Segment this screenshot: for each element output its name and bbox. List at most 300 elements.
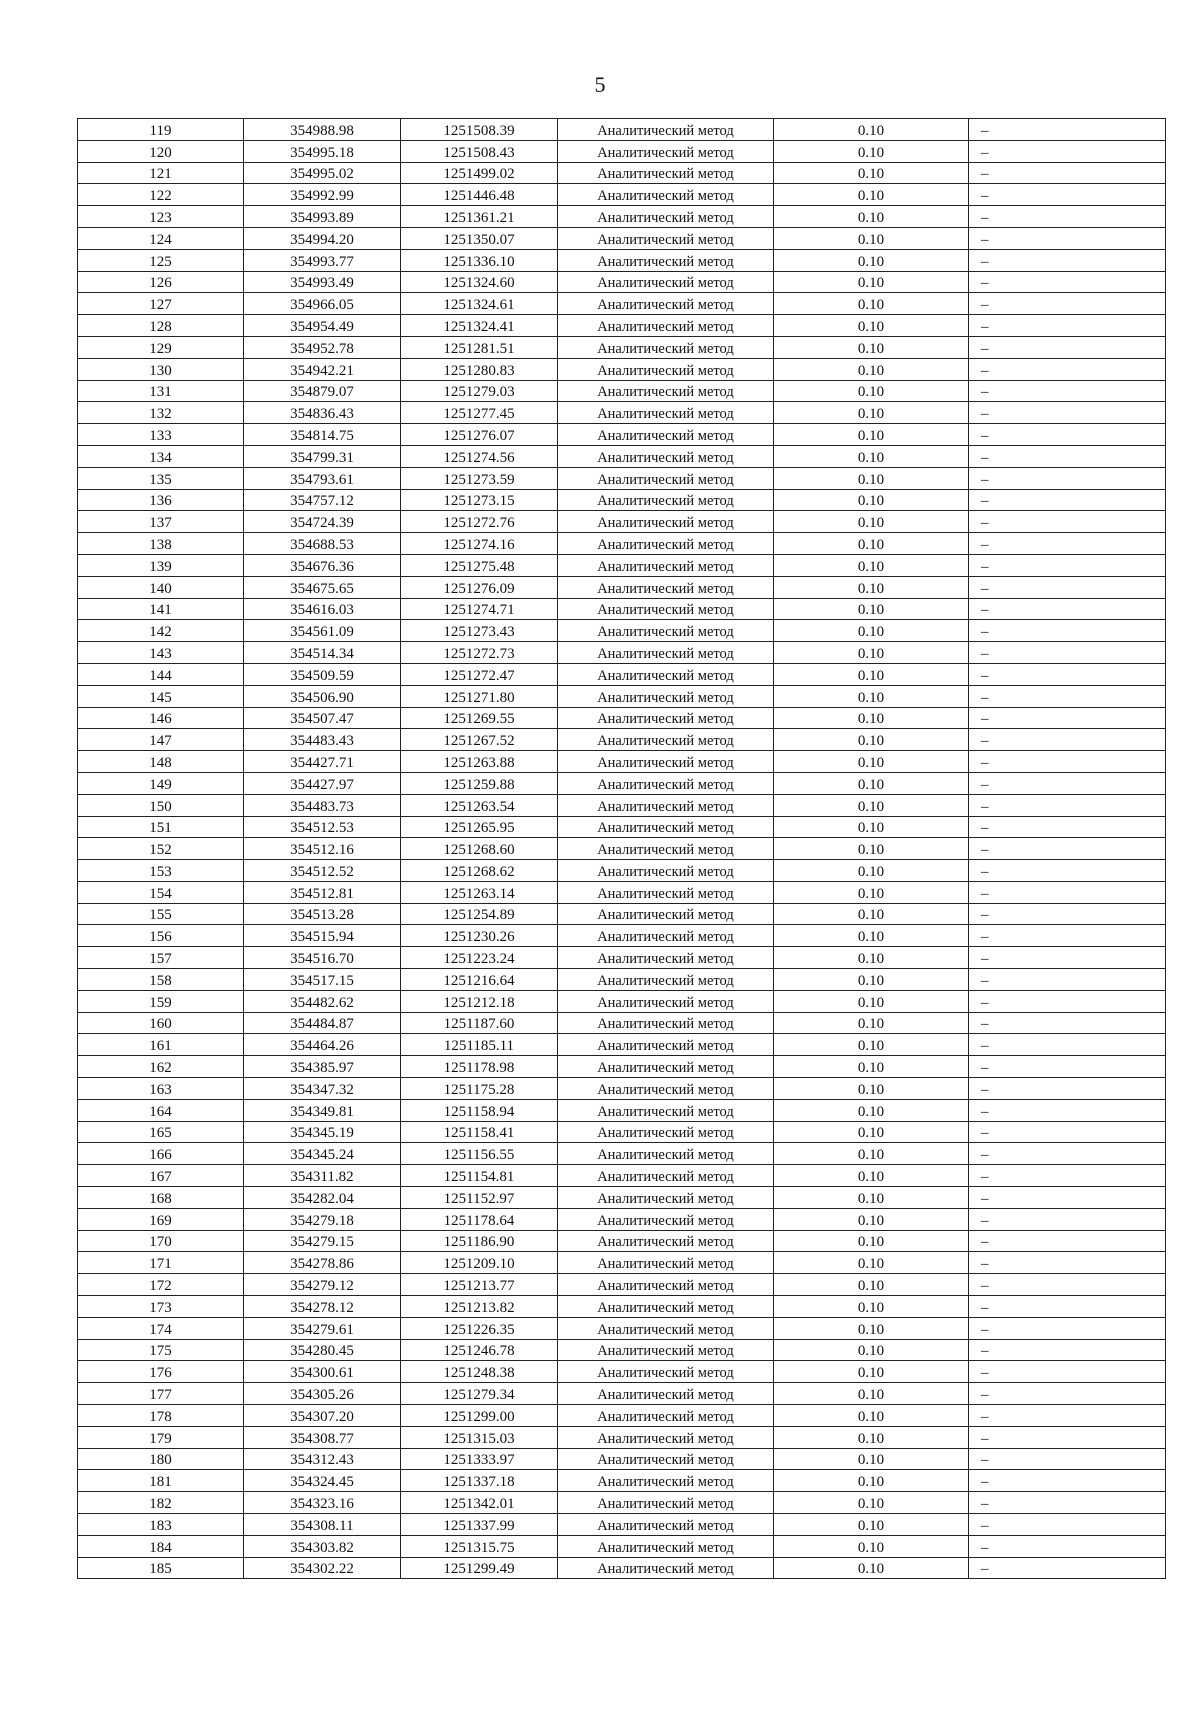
x-coordinate-cell: 354307.20 [244,1405,401,1427]
x-coordinate-cell: 354282.04 [244,1187,401,1209]
point-number-cell: 181 [78,1470,244,1492]
note-cell: – [969,1252,1166,1274]
precision-cell: 0.10 [774,1426,969,1448]
precision-cell: 0.10 [774,1252,969,1274]
x-coordinate-cell: 354836.43 [244,402,401,424]
point-number-cell: 138 [78,533,244,555]
method-cell: Аналитический метод [558,990,774,1012]
table-row [78,358,1166,380]
x-coordinate-cell: 354464.26 [244,1034,401,1056]
note-cell: – [969,1317,1166,1339]
point-number-cell: 144 [78,663,244,685]
point-number-cell: 177 [78,1383,244,1405]
y-coordinate-cell: 1251281.51 [401,336,558,358]
precision-cell: 0.10 [774,271,969,293]
note-cell: – [969,663,1166,685]
method-cell: Аналитический метод [558,1492,774,1514]
table-row [78,1514,1166,1536]
y-coordinate-cell: 1251212.18 [401,990,558,1012]
precision-cell: 0.10 [774,489,969,511]
precision-cell: 0.10 [774,707,969,729]
note-cell: – [969,1208,1166,1230]
table-row [78,119,1166,141]
y-coordinate-cell: 1251185.11 [401,1034,558,1056]
method-cell: Аналитический метод [558,1208,774,1230]
precision-cell: 0.10 [774,358,969,380]
x-coordinate-cell: 354675.65 [244,576,401,598]
x-coordinate-cell: 354757.12 [244,489,401,511]
point-number-cell: 176 [78,1361,244,1383]
note-cell: – [969,249,1166,271]
method-cell: Аналитический метод [558,925,774,947]
x-coordinate-cell: 354303.82 [244,1535,401,1557]
y-coordinate-cell: 1251230.26 [401,925,558,947]
y-coordinate-cell: 1251508.39 [401,119,558,141]
method-cell: Аналитический метод [558,1187,774,1209]
precision-cell: 0.10 [774,598,969,620]
y-coordinate-cell: 1251272.73 [401,642,558,664]
method-cell: Аналитический метод [558,838,774,860]
y-coordinate-cell: 1251342.01 [401,1492,558,1514]
precision-cell: 0.10 [774,227,969,249]
point-number-cell: 170 [78,1230,244,1252]
precision-cell: 0.10 [774,663,969,685]
x-coordinate-cell: 354305.26 [244,1383,401,1405]
method-cell: Аналитический метод [558,445,774,467]
table-row [78,1208,1166,1230]
table-row [78,772,1166,794]
y-coordinate-cell: 1251508.43 [401,140,558,162]
table-row [78,969,1166,991]
table-row [78,685,1166,707]
note-cell: – [969,794,1166,816]
y-coordinate-cell: 1251265.95 [401,816,558,838]
y-coordinate-cell: 1251337.18 [401,1470,558,1492]
method-cell: Аналитический метод [558,162,774,184]
method-cell: Аналитический метод [558,1361,774,1383]
method-cell: Аналитический метод [558,1557,774,1579]
note-cell: – [969,358,1166,380]
precision-cell: 0.10 [774,1514,969,1536]
y-coordinate-cell: 1251324.41 [401,315,558,337]
point-number-cell: 165 [78,1121,244,1143]
y-coordinate-cell: 1251186.90 [401,1230,558,1252]
point-number-cell: 155 [78,903,244,925]
note-cell: – [969,140,1166,162]
point-number-cell: 131 [78,380,244,402]
x-coordinate-cell: 354311.82 [244,1165,401,1187]
note-cell: – [969,445,1166,467]
note-cell: – [969,1187,1166,1209]
method-cell: Аналитический метод [558,598,774,620]
x-coordinate-cell: 354688.53 [244,533,401,555]
method-cell: Аналитический метод [558,511,774,533]
x-coordinate-cell: 354300.61 [244,1361,401,1383]
table-row [78,380,1166,402]
table-row [78,1296,1166,1318]
method-cell: Аналитический метод [558,184,774,206]
precision-cell: 0.10 [774,1208,969,1230]
note-cell: – [969,533,1166,555]
precision-cell: 0.10 [774,576,969,598]
point-number-cell: 161 [78,1034,244,1056]
point-number-cell: 146 [78,707,244,729]
note-cell: – [969,620,1166,642]
table-row [78,1405,1166,1427]
method-cell: Аналитический метод [558,293,774,315]
method-cell: Аналитический метод [558,1317,774,1339]
point-number-cell: 182 [78,1492,244,1514]
y-coordinate-cell: 1251178.98 [401,1056,558,1078]
method-cell: Аналитический метод [558,729,774,751]
y-coordinate-cell: 1251361.21 [401,206,558,228]
x-coordinate-cell: 354484.87 [244,1012,401,1034]
note-cell: – [969,489,1166,511]
precision-cell: 0.10 [774,249,969,271]
precision-cell: 0.10 [774,751,969,773]
note-cell: – [969,1143,1166,1165]
note-cell: – [969,380,1166,402]
method-cell: Аналитический метод [558,751,774,773]
precision-cell: 0.10 [774,794,969,816]
note-cell: – [969,947,1166,969]
method-cell: Аналитический метод [558,467,774,489]
table-row [78,663,1166,685]
x-coordinate-cell: 354942.21 [244,358,401,380]
precision-cell: 0.10 [774,1383,969,1405]
precision-cell: 0.10 [774,990,969,1012]
y-coordinate-cell: 1251277.45 [401,402,558,424]
point-number-cell: 174 [78,1317,244,1339]
precision-cell: 0.10 [774,533,969,555]
point-number-cell: 162 [78,1056,244,1078]
note-cell: – [969,1099,1166,1121]
x-coordinate-cell: 354995.02 [244,162,401,184]
point-number-cell: 166 [78,1143,244,1165]
method-cell: Аналитический метод [558,1034,774,1056]
precision-cell: 0.10 [774,1470,969,1492]
x-coordinate-cell: 354278.12 [244,1296,401,1318]
point-number-cell: 133 [78,424,244,446]
point-number-cell: 145 [78,685,244,707]
note-cell: – [969,1557,1166,1579]
y-coordinate-cell: 1251223.24 [401,947,558,969]
table-row [78,990,1166,1012]
x-coordinate-cell: 354279.61 [244,1317,401,1339]
point-number-cell: 122 [78,184,244,206]
note-cell: – [969,293,1166,315]
note-cell: – [969,336,1166,358]
note-cell: – [969,1426,1166,1448]
x-coordinate-cell: 354994.20 [244,227,401,249]
precision-cell: 0.10 [774,1448,969,1470]
point-number-cell: 175 [78,1339,244,1361]
note-cell: – [969,162,1166,184]
note-cell: – [969,598,1166,620]
precision-cell: 0.10 [774,1056,969,1078]
precision-cell: 0.10 [774,860,969,882]
method-cell: Аналитический метод [558,969,774,991]
point-number-cell: 160 [78,1012,244,1034]
x-coordinate-cell: 354993.77 [244,249,401,271]
precision-cell: 0.10 [774,336,969,358]
method-cell: Аналитический метод [558,1339,774,1361]
precision-cell: 0.10 [774,772,969,794]
point-number-cell: 147 [78,729,244,751]
point-number-cell: 128 [78,315,244,337]
point-number-cell: 119 [78,119,244,141]
precision-cell: 0.10 [774,184,969,206]
y-coordinate-cell: 1251273.43 [401,620,558,642]
table-row [78,925,1166,947]
x-coordinate-cell: 354993.89 [244,206,401,228]
y-coordinate-cell: 1251152.97 [401,1187,558,1209]
note-cell: – [969,707,1166,729]
precision-cell: 0.10 [774,903,969,925]
note-cell: – [969,1165,1166,1187]
point-number-cell: 150 [78,794,244,816]
x-coordinate-cell: 354517.15 [244,969,401,991]
x-coordinate-cell: 354312.43 [244,1448,401,1470]
point-number-cell: 179 [78,1426,244,1448]
point-number-cell: 168 [78,1187,244,1209]
table-row [78,794,1166,816]
y-coordinate-cell: 1251213.77 [401,1274,558,1296]
x-coordinate-cell: 354514.34 [244,642,401,664]
x-coordinate-cell: 354954.49 [244,315,401,337]
y-coordinate-cell: 1251246.78 [401,1339,558,1361]
x-coordinate-cell: 354302.22 [244,1557,401,1579]
table-row [78,1448,1166,1470]
x-coordinate-cell: 354561.09 [244,620,401,642]
table-row [78,1056,1166,1078]
method-cell: Аналитический метод [558,380,774,402]
x-coordinate-cell: 354512.53 [244,816,401,838]
x-coordinate-cell: 354507.47 [244,707,401,729]
note-cell: – [969,925,1166,947]
table-row [78,1361,1166,1383]
precision-cell: 0.10 [774,1187,969,1209]
point-number-cell: 129 [78,336,244,358]
table-row [78,576,1166,598]
point-number-cell: 148 [78,751,244,773]
method-cell: Аналитический метод [558,1296,774,1318]
table-row [78,402,1166,424]
note-cell: – [969,1296,1166,1318]
table-row [78,1099,1166,1121]
method-cell: Аналитический метод [558,336,774,358]
method-cell: Аналитический метод [558,554,774,576]
note-cell: – [969,1492,1166,1514]
table-row [78,489,1166,511]
point-number-cell: 183 [78,1514,244,1536]
precision-cell: 0.10 [774,1165,969,1187]
y-coordinate-cell: 1251279.03 [401,380,558,402]
note-cell: – [969,1339,1166,1361]
x-coordinate-cell: 354345.24 [244,1143,401,1165]
table-row [78,424,1166,446]
point-number-cell: 154 [78,881,244,903]
table-row [78,1230,1166,1252]
y-coordinate-cell: 1251175.28 [401,1078,558,1100]
point-number-cell: 121 [78,162,244,184]
y-coordinate-cell: 1251273.59 [401,467,558,489]
method-cell: Аналитический метод [558,1535,774,1557]
table-row [78,533,1166,555]
x-coordinate-cell: 354793.61 [244,467,401,489]
table-row [78,467,1166,489]
table-row [78,1535,1166,1557]
method-cell: Аналитический метод [558,140,774,162]
y-coordinate-cell: 1251263.88 [401,751,558,773]
x-coordinate-cell: 354512.52 [244,860,401,882]
method-cell: Аналитический метод [558,576,774,598]
x-coordinate-cell: 354483.43 [244,729,401,751]
table-row [78,860,1166,882]
x-coordinate-cell: 354279.12 [244,1274,401,1296]
precision-cell: 0.10 [774,1339,969,1361]
y-coordinate-cell: 1251272.47 [401,663,558,685]
table-row [78,511,1166,533]
table-row [78,838,1166,860]
coordinates-table [77,118,1166,1579]
y-coordinate-cell: 1251350.07 [401,227,558,249]
precision-cell: 0.10 [774,1405,969,1427]
x-coordinate-cell: 354347.32 [244,1078,401,1100]
method-cell: Аналитический метод [558,533,774,555]
point-number-cell: 159 [78,990,244,1012]
precision-cell: 0.10 [774,1492,969,1514]
x-coordinate-cell: 354308.11 [244,1514,401,1536]
point-number-cell: 127 [78,293,244,315]
table-row [78,162,1166,184]
method-cell: Аналитический метод [558,424,774,446]
method-cell: Аналитический метод [558,947,774,969]
y-coordinate-cell: 1251156.55 [401,1143,558,1165]
x-coordinate-cell: 354513.28 [244,903,401,925]
method-cell: Аналитический метод [558,685,774,707]
precision-cell: 0.10 [774,140,969,162]
note-cell: – [969,816,1166,838]
table-row [78,249,1166,271]
y-coordinate-cell: 1251209.10 [401,1252,558,1274]
precision-cell: 0.10 [774,445,969,467]
y-coordinate-cell: 1251226.35 [401,1317,558,1339]
precision-cell: 0.10 [774,402,969,424]
precision-cell: 0.10 [774,1121,969,1143]
point-number-cell: 157 [78,947,244,969]
note-cell: – [969,1012,1166,1034]
x-coordinate-cell: 354427.71 [244,751,401,773]
point-number-cell: 184 [78,1535,244,1557]
note-cell: – [969,576,1166,598]
point-number-cell: 130 [78,358,244,380]
method-cell: Аналитический метод [558,663,774,685]
method-cell: Аналитический метод [558,903,774,925]
y-coordinate-cell: 1251272.76 [401,511,558,533]
note-cell: – [969,1230,1166,1252]
x-coordinate-cell: 354799.31 [244,445,401,467]
method-cell: Аналитический метод [558,206,774,228]
note-cell: – [969,772,1166,794]
page-number: 5 [594,72,606,97]
precision-cell: 0.10 [774,511,969,533]
precision-cell: 0.10 [774,119,969,141]
y-coordinate-cell: 1251213.82 [401,1296,558,1318]
note-cell: – [969,206,1166,228]
y-coordinate-cell: 1251187.60 [401,1012,558,1034]
x-coordinate-cell: 354676.36 [244,554,401,576]
method-cell: Аналитический метод [558,315,774,337]
y-coordinate-cell: 1251158.41 [401,1121,558,1143]
x-coordinate-cell: 354992.99 [244,184,401,206]
note-cell: – [969,511,1166,533]
precision-cell: 0.10 [774,729,969,751]
table-row [78,1383,1166,1405]
table-row [78,598,1166,620]
y-coordinate-cell: 1251274.16 [401,533,558,555]
method-cell: Аналитический метод [558,1448,774,1470]
note-cell: – [969,1514,1166,1536]
note-cell: – [969,838,1166,860]
precision-cell: 0.10 [774,1034,969,1056]
y-coordinate-cell: 1251280.83 [401,358,558,380]
x-coordinate-cell: 354966.05 [244,293,401,315]
x-coordinate-cell: 354483.73 [244,794,401,816]
precision-cell: 0.10 [774,315,969,337]
note-cell: – [969,184,1166,206]
y-coordinate-cell: 1251248.38 [401,1361,558,1383]
x-coordinate-cell: 354516.70 [244,947,401,969]
x-coordinate-cell: 354279.18 [244,1208,401,1230]
table-row [78,1339,1166,1361]
table-row [78,140,1166,162]
table-row [78,1492,1166,1514]
x-coordinate-cell: 354308.77 [244,1426,401,1448]
note-cell: – [969,315,1166,337]
precision-cell: 0.10 [774,838,969,860]
precision-cell: 0.10 [774,1535,969,1557]
method-cell: Аналитический метод [558,881,774,903]
y-coordinate-cell: 1251315.03 [401,1426,558,1448]
point-number-cell: 135 [78,467,244,489]
precision-cell: 0.10 [774,881,969,903]
method-cell: Аналитический метод [558,794,774,816]
table-row [78,1165,1166,1187]
method-cell: Аналитический метод [558,402,774,424]
point-number-cell: 139 [78,554,244,576]
x-coordinate-cell: 354512.16 [244,838,401,860]
note-cell: – [969,227,1166,249]
precision-cell: 0.10 [774,925,969,947]
x-coordinate-cell: 354349.81 [244,1099,401,1121]
point-number-cell: 152 [78,838,244,860]
method-cell: Аналитический метод [558,489,774,511]
table-row [78,707,1166,729]
note-cell: – [969,1535,1166,1557]
method-cell: Аналитический метод [558,119,774,141]
precision-cell: 0.10 [774,1296,969,1318]
method-cell: Аналитический метод [558,1383,774,1405]
method-cell: Аналитический метод [558,358,774,380]
method-cell: Аналитический метод [558,860,774,882]
precision-cell: 0.10 [774,1557,969,1579]
table-row [78,1187,1166,1209]
y-coordinate-cell: 1251268.60 [401,838,558,860]
point-number-cell: 167 [78,1165,244,1187]
point-number-cell: 185 [78,1557,244,1579]
y-coordinate-cell: 1251337.99 [401,1514,558,1536]
